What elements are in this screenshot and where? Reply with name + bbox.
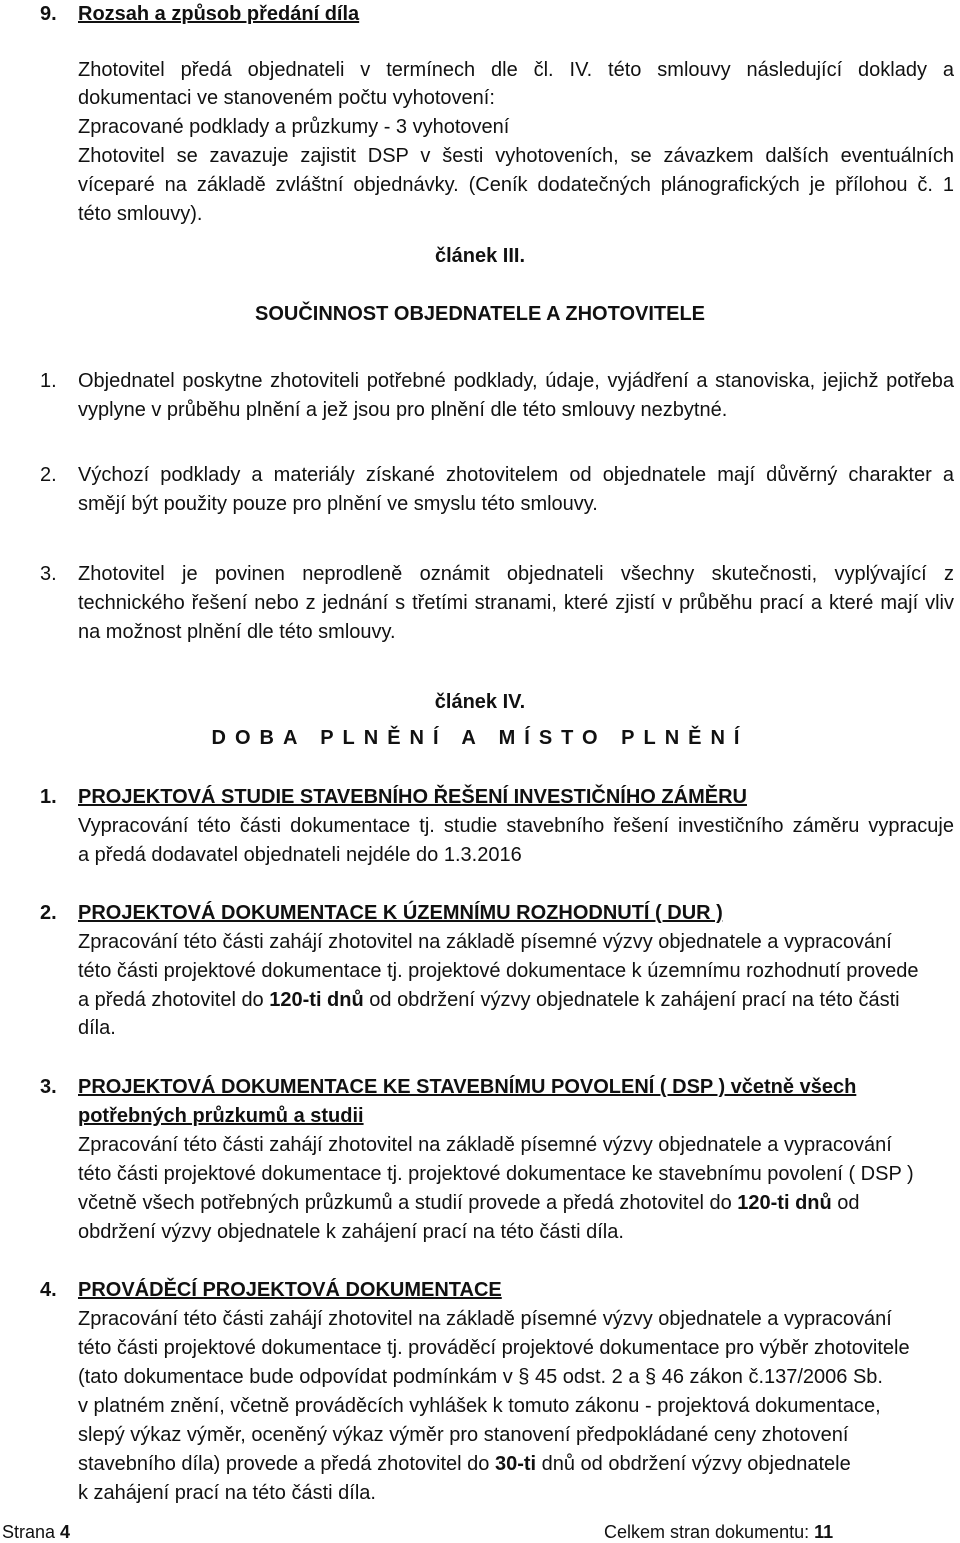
text-span: dnů od obdržení výzvy objednatele xyxy=(536,1453,851,1475)
page-number: 4 xyxy=(60,1522,71,1542)
article-3-item-line: na možnost plnění dle této smlouvy. xyxy=(78,621,396,643)
article-4-item-line: (tato dokumentace bude odpovídat podmínkám v § 45 odst. 2 a § 46 zákon č.137/2006 Sb. xyxy=(78,1366,883,1388)
deadline-emphasis: 30-ti xyxy=(494,1453,537,1475)
article-4-item-line: Zpracování této části zahájí zhotovitel na základě písemné výzvy objednatele a vypracování xyxy=(78,1134,892,1156)
article-4-item-line: Zpracování této části zahájí zhotovitel na základě písemné výzvy objednatele a vypracování xyxy=(78,931,892,953)
article-4-item-number: 1. xyxy=(40,786,57,808)
article-3-item-line: Objednatel poskytne zhotoviteli potřebné podklady, údaje, vyjádření a stanoviska, jejichž potřeba xyxy=(78,370,954,392)
article-4-item-number: 3. xyxy=(40,1076,57,1098)
section-9-line: víceparé na základě zvláštní objednávky. (Ceník dodatečných plánografických je přílohou č. 1 xyxy=(78,174,954,196)
article-3-item-line: smějí být použity pouze pro plnění ve smyslu této smlouvy. xyxy=(78,493,598,515)
section-9-line: Zhotovitel předá objednateli v termínech dle čl. IV. této smlouvy následující doklady a xyxy=(78,59,954,81)
text-span: a předá zhotovitel do xyxy=(78,989,270,1011)
article-4-item-line: obdržení výzvy objednatele k zahájení prací na této části díla. xyxy=(78,1221,624,1243)
article-4-item-heading: PROJEKTOVÁ DOKUMENTACE KE STAVEBNÍMU POVOLENÍ ( DSP ) včetně všech xyxy=(78,1076,857,1098)
article-4-item-heading: PROJEKTOVÁ STUDIE STAVEBNÍHO ŘEŠENÍ INVESTIČNÍHO ZÁMĚRU xyxy=(78,786,747,808)
article-4-label: článek IV. xyxy=(434,691,526,713)
total-label: Celkem stran dokumentu: xyxy=(604,1522,815,1542)
article-3-item-line: Zhotovitel je povinen neprodleně oznámit objednateli všechny skutečnosti, vyplývající z xyxy=(78,563,954,585)
article-4-item-line: této části projektové dokumentace tj. prováděcí projektové dokumentace pro výběr zhotovitele xyxy=(78,1337,910,1359)
article-4-item-line: k zahájení prací na této části díla. xyxy=(78,1482,376,1504)
article-3-item-number: 2. xyxy=(40,464,57,486)
section-9-line: této smlouvy). xyxy=(78,203,203,225)
article-3-item-number: 1. xyxy=(40,370,57,392)
article-3-title: SOUČINNOST OBJEDNATELE A ZHOTOVITELE xyxy=(254,303,706,325)
article-4-item-line xyxy=(78,1191,860,1215)
page-total-footer xyxy=(604,1521,833,1543)
article-4-item-heading: PROJEKTOVÁ DOKUMENTACE K ÚZEMNÍMU ROZHODNUTÍ ( DUR ) xyxy=(78,902,723,924)
text-span: stavebního díla) provede a předá zhotovitel do xyxy=(78,1453,495,1475)
article-4-item-line xyxy=(78,1452,851,1476)
article-4-item-number: 4. xyxy=(40,1279,57,1301)
article-4-item-line: této části projektové dokumentace tj. projektové dokumentace k územnímu rozhodnutí provede xyxy=(78,960,919,982)
article-4-item-line: slepý výkaz výměr, oceněný výkaz výměr pro stanovení předpokládané ceny zhotovení xyxy=(78,1424,849,1446)
section-9-line: dokumentaci ve stanoveném počtu vyhotovení: xyxy=(78,87,495,109)
article-4-item-number: 2. xyxy=(40,902,57,924)
page-label: Strana xyxy=(2,1522,61,1542)
deadline-emphasis: 120-ti dnů xyxy=(269,989,364,1011)
article-4-item-line: díla. xyxy=(78,1017,116,1039)
section-9-line: Zhotovitel se zavazuje zajistit DSP v šesti vyhotoveních, se závazkem dalších eventuálních xyxy=(78,145,954,167)
text-span: včetně všech potřebných průzkumů a studií provede a předá zhotovitel do xyxy=(78,1192,738,1214)
section-9-title: Rozsah a způsob předání díla xyxy=(78,3,360,25)
article-4-item-line: v platném znění, včetně prováděcích vyhlášek k tomuto zákonu - projektová dokumentace, xyxy=(78,1395,881,1417)
article-4-item-heading: PROVÁDĚCÍ PROJEKTOVÁ DOKUMENTACE xyxy=(78,1279,502,1301)
article-3-item-number: 3. xyxy=(40,563,57,585)
section-9-line: Zpracované podklady a průzkumy - 3 vyhotovení xyxy=(78,116,510,138)
article-4-item-heading: potřebných průzkumů a studii xyxy=(78,1105,364,1127)
article-4-item-line: Zpracování této části zahájí zhotovitel na základě písemné výzvy objednatele a vypracování xyxy=(78,1308,892,1330)
article-4-item-line xyxy=(78,988,900,1012)
total-number: 11 xyxy=(814,1522,834,1542)
article-4-item-line: a předá dodavatel objednateli nejdéle do 1.3.2016 xyxy=(78,844,522,866)
article-3-label: článek III. xyxy=(434,245,526,267)
article-3-item-line: vyplyne v průběhu plnění a jež jsou pro plnění dle této smlouvy nezbytné. xyxy=(78,399,728,421)
page-number-footer xyxy=(2,1521,70,1543)
article-4-item-line: této části projektové dokumentace tj. projektové dokumentace ke stavebnímu povolení ( DSP ) xyxy=(78,1163,914,1185)
deadline-emphasis: 120-ti dnů xyxy=(737,1192,832,1214)
text-span: od xyxy=(831,1192,860,1214)
article-4-title: DOBA PLNĚNÍ A MÍSTO PLNĚNÍ xyxy=(211,727,749,749)
section-9-number: 9. xyxy=(40,3,57,25)
article-3-item-line: technického řešení nebo z jednání s třetími stranami, které zjistí v průběhu prací a které mají vliv xyxy=(78,592,954,614)
article-3-item-line: Výchozí podklady a materiály získané zhotovitelem od objednatele mají důvěrný charakter a xyxy=(78,464,954,486)
text-span: od obdržení výzvy objednatele k zahájení prací na této části xyxy=(363,989,900,1011)
article-4-item-line: Vypracování této části dokumentace tj. studie stavebního řešení investičního záměru vypracuje xyxy=(78,815,954,837)
